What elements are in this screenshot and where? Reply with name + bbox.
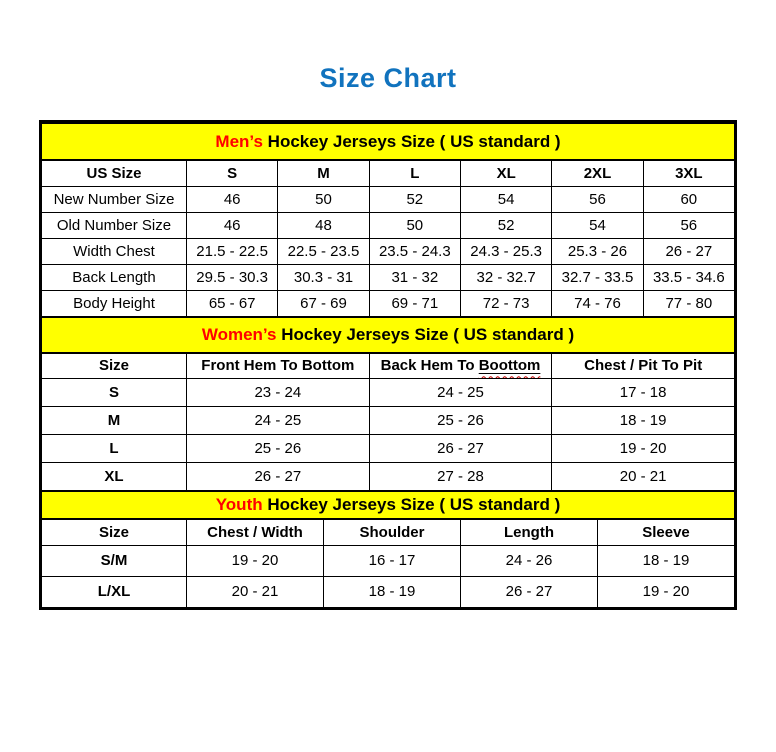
womens-section-band: [42, 317, 735, 353]
size-value-cell: 32.7 - 33.5: [552, 264, 643, 290]
table-row: [42, 407, 735, 435]
col-header-size: Size: [42, 519, 187, 545]
size-value-cell: 24 - 25: [369, 379, 552, 407]
size-value-cell: 22.5 - 23.5: [278, 238, 369, 264]
row-label: S: [42, 379, 187, 407]
col-header-size: Size: [42, 353, 187, 379]
row-label: Body Height: [42, 290, 187, 316]
size-value-cell: 50: [278, 186, 369, 212]
col-header-sleeve: Sleeve: [598, 519, 735, 545]
mens-heading-highlight: Men’s: [215, 131, 263, 151]
mens-size-table: [41, 122, 735, 317]
mens-section-band: [42, 123, 735, 160]
youth-heading-rest: Hockey Jerseys Size ( US standard ): [262, 495, 561, 514]
size-value-cell: 54: [552, 212, 643, 238]
size-value-cell: 24.3 - 25.3: [460, 238, 551, 264]
size-value-cell: 54: [460, 186, 551, 212]
womens-heading-highlight: Women’s: [201, 324, 277, 344]
row-label: Back Length: [42, 264, 187, 290]
size-value-cell: 29.5 - 30.3: [187, 264, 278, 290]
size-value-cell: 23.5 - 24.3: [369, 238, 460, 264]
size-value-cell: 18 - 19: [552, 407, 735, 435]
size-value-cell: 32 - 32.7: [460, 264, 551, 290]
youth-size-table: [41, 490, 735, 608]
col-header-chest-pit: Chest / Pit To Pit: [552, 353, 735, 379]
size-value-cell: 25 - 26: [369, 407, 552, 435]
size-value-cell: 25 - 26: [187, 435, 370, 463]
youth-section-heading: [42, 491, 735, 519]
size-value-cell: 19 - 20: [187, 545, 324, 576]
size-value-cell: 72 - 73: [460, 290, 551, 316]
row-label: L/XL: [42, 576, 187, 607]
col-header-us-size: US Size: [42, 160, 187, 186]
col-header-back-hem: [369, 353, 552, 379]
mens-heading-rest: Hockey Jerseys Size ( US standard ): [262, 131, 561, 151]
misspelled-word-underline: [479, 357, 541, 374]
page-title: Size Chart: [319, 63, 457, 93]
size-value-cell: 26 - 27: [369, 435, 552, 463]
size-value-cell: 18 - 19: [324, 576, 461, 607]
womens-heading-rest: Hockey Jerseys Size ( US standard ): [276, 324, 575, 344]
col-header-front-hem: Front Hem To Bottom: [187, 353, 370, 379]
row-label: L: [42, 435, 187, 463]
size-value-cell: 19 - 20: [598, 576, 735, 607]
size-value-cell: 77 - 80: [643, 290, 734, 316]
size-value-cell: 31 - 32: [369, 264, 460, 290]
size-value-cell: 65 - 67: [187, 290, 278, 316]
youth-header-row: [42, 519, 735, 545]
misspelled-word: Boottom: [478, 357, 541, 375]
size-value-cell: 20 - 21: [552, 463, 735, 491]
row-label: Width Chest: [42, 238, 187, 264]
mens-section-heading: [42, 123, 735, 160]
size-value-cell: 23 - 24: [187, 379, 370, 407]
col-header-2xl: 2XL: [552, 160, 643, 186]
table-row: [42, 290, 735, 316]
size-value-cell: 19 - 20: [552, 435, 735, 463]
size-value-cell: 16 - 17: [324, 545, 461, 576]
col-header-s: S: [187, 160, 278, 186]
row-label: New Number Size: [42, 186, 187, 212]
table-row: [42, 576, 735, 607]
size-value-cell: 20 - 21: [187, 576, 324, 607]
col-header-chest-width: Chest / Width: [187, 519, 324, 545]
table-row: [42, 238, 735, 264]
size-value-cell: 56: [643, 212, 734, 238]
size-value-cell: 30.3 - 31: [278, 264, 369, 290]
table-row: [42, 186, 735, 212]
size-value-cell: 24 - 25: [187, 407, 370, 435]
size-value-cell: 50: [369, 212, 460, 238]
size-value-cell: 52: [460, 212, 551, 238]
mens-header-row: [42, 160, 735, 186]
womens-section-heading: [42, 317, 735, 353]
col-header-xl: XL: [460, 160, 551, 186]
table-row: [42, 463, 735, 491]
womens-header-row: [42, 353, 735, 379]
col-header-3xl: 3XL: [643, 160, 734, 186]
row-label: M: [42, 407, 187, 435]
size-value-cell: 25.3 - 26: [552, 238, 643, 264]
size-value-cell: 26 - 27: [461, 576, 598, 607]
size-value-cell: 46: [187, 186, 278, 212]
row-label: S/M: [42, 545, 187, 576]
col-header-shoulder: Shoulder: [324, 519, 461, 545]
size-chart-container: [39, 120, 737, 610]
size-value-cell: 67 - 69: [278, 290, 369, 316]
table-row: [42, 264, 735, 290]
size-value-cell: 33.5 - 34.6: [643, 264, 734, 290]
row-label: Old Number Size: [42, 212, 187, 238]
size-value-cell: 18 - 19: [598, 545, 735, 576]
size-value-cell: 52: [369, 186, 460, 212]
size-value-cell: 48: [278, 212, 369, 238]
youth-heading-highlight: Youth: [215, 495, 263, 514]
size-value-cell: 46: [187, 212, 278, 238]
col-header-l: L: [369, 160, 460, 186]
table-row: [42, 379, 735, 407]
col-header-m: M: [278, 160, 369, 186]
size-value-cell: 69 - 71: [369, 290, 460, 316]
size-value-cell: 74 - 76: [552, 290, 643, 316]
womens-size-table: [41, 316, 735, 492]
col-header-back-hem-prefix: Back Hem To: [380, 357, 479, 375]
size-value-cell: 60: [643, 186, 734, 212]
size-value-cell: 17 - 18: [552, 379, 735, 407]
size-value-cell: 26 - 27: [187, 463, 370, 491]
size-value-cell: 21.5 - 22.5: [187, 238, 278, 264]
size-value-cell: 26 - 27: [643, 238, 734, 264]
size-value-cell: 56: [552, 186, 643, 212]
youth-section-band: [42, 491, 735, 519]
table-row: [42, 435, 735, 463]
row-label: XL: [42, 463, 187, 491]
table-row: [42, 212, 735, 238]
size-value-cell: 24 - 26: [461, 545, 598, 576]
col-header-length: Length: [461, 519, 598, 545]
size-value-cell: 27 - 28: [369, 463, 552, 491]
table-row: [42, 545, 735, 576]
